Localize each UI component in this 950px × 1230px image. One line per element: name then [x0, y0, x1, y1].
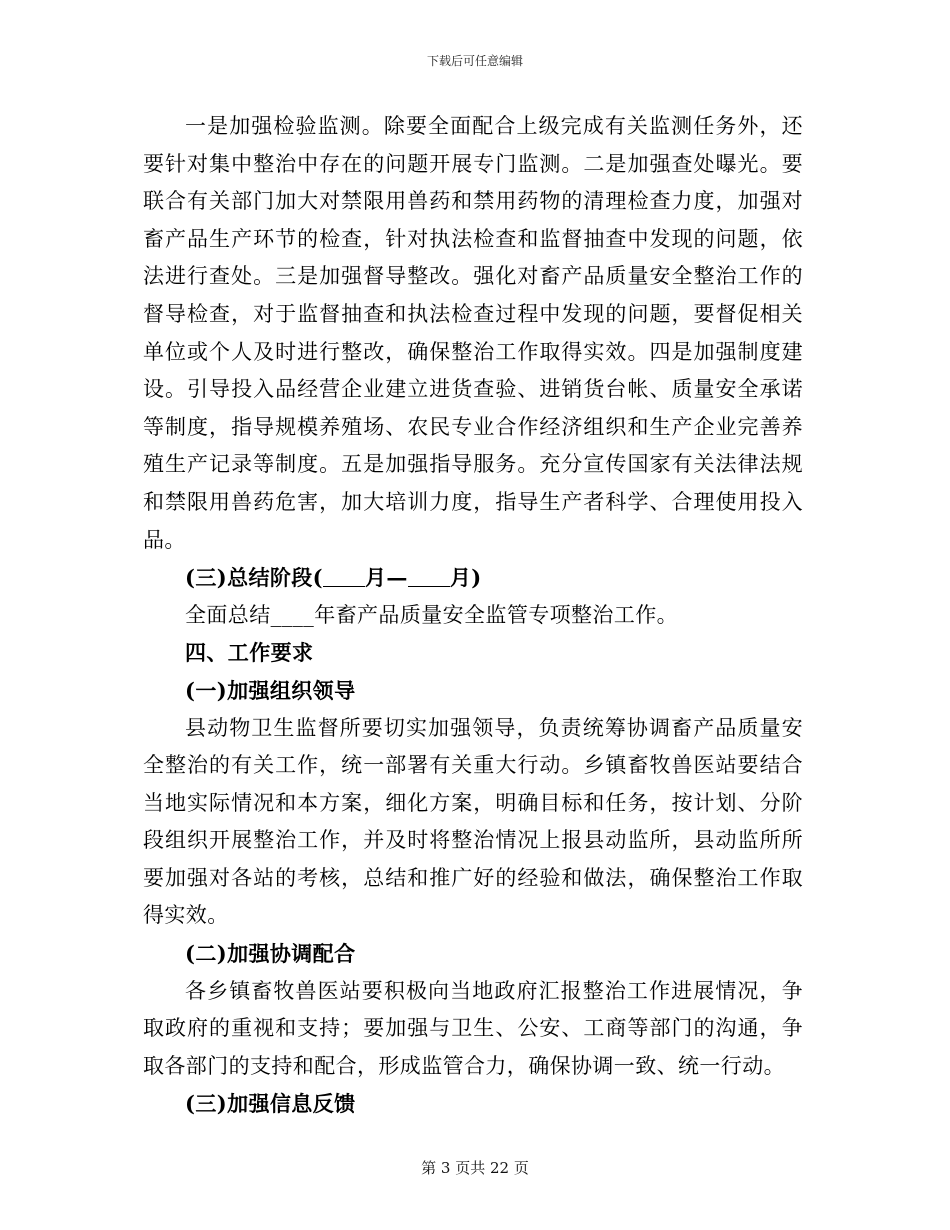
- heading-summary-stage-suffix: 月): [449, 565, 482, 591]
- page-footer: 第 3 页共 22 页: [421, 1159, 529, 1177]
- blank-end-month: [408, 568, 450, 587]
- heading-work-requirements: 四、工作要求: [185, 640, 314, 666]
- heading-information-feedback: (三)加强信息反馈: [185, 1091, 356, 1117]
- heading-summary-stage-prefix: (三)总结阶段(: [185, 565, 324, 591]
- paragraph-summary: [143, 597, 803, 635]
- paragraph-organization-leadership: 县动物卫生监督所要切实加强领导，负责统筹协调畜产品质量安全整治的有关工作，统一部署有关重大行动。乡镇畜牧兽医站要结合当地实际情况和本方案，细化方案，明确目标和任务，按计划、分阶段组织开展整治工作，并及时将整治情况上报县动监所，县动监所所要加强对各站的考核，总结和推广好的经验和做法，确保整治工作取得实效。: [143, 715, 803, 928]
- heading-summary-stage-mid: 月—: [365, 565, 408, 591]
- blank-year: ____: [270, 602, 315, 627]
- heading-organization-leadership: (一)加强组织领导: [185, 677, 356, 703]
- heading-summary-stage: [143, 559, 803, 597]
- heading-coordination: (二)加强协调配合: [185, 941, 356, 967]
- paragraph-inspection-measures: 一是加强检验监测。除要全面配合上级完成有关监测任务外，还要针对集中整治中存在的问题开展专门监测。二是加强查处曝光。要联合有关部门加大对禁限用兽药和禁用药物的清理检查力度，加强对畜产品生产环节的检查，针对执法检查和监督抽查中发现的问题，依法进行查处。三是加强督导整改。强化对畜产品质量安全整治工作的督导检查，对于监督抽查和执法检查过程中发现的问题，要督促相关单位或个人及时进行整改，确保整治工作取得实效。四是加强制度建设。引导投入品经营企业建立进货查验、进销货台帐、质量安全承诺等制度，指导规模养殖场、农民专业合作经济组织和生产企业完善养殖生产记录等制度。五是加强指导服务。充分宣传国家有关法律法规和禁限用兽药危害，加大培训力度，指导生产者科学、合理使用投入品。: [143, 114, 803, 552]
- paragraph-coordination: 各乡镇畜牧兽医站要积极向当地政府汇报整治工作进展情况，争取政府的重视和支持；要加强与卫生、公安、工商等部门的沟通，争取各部门的支持和配合，形成监管合力，确保协调一致、统一行动。: [143, 978, 803, 1078]
- paragraph-summary-suffix: 年畜产品质量安全监管专项整治工作。: [314, 602, 679, 627]
- document-body: [143, 108, 803, 1123]
- blank-start-month: [323, 568, 365, 587]
- paragraph-summary-prefix: 全面总结: [185, 602, 271, 627]
- page-header: 下载后可任意编辑: [426, 54, 523, 68]
